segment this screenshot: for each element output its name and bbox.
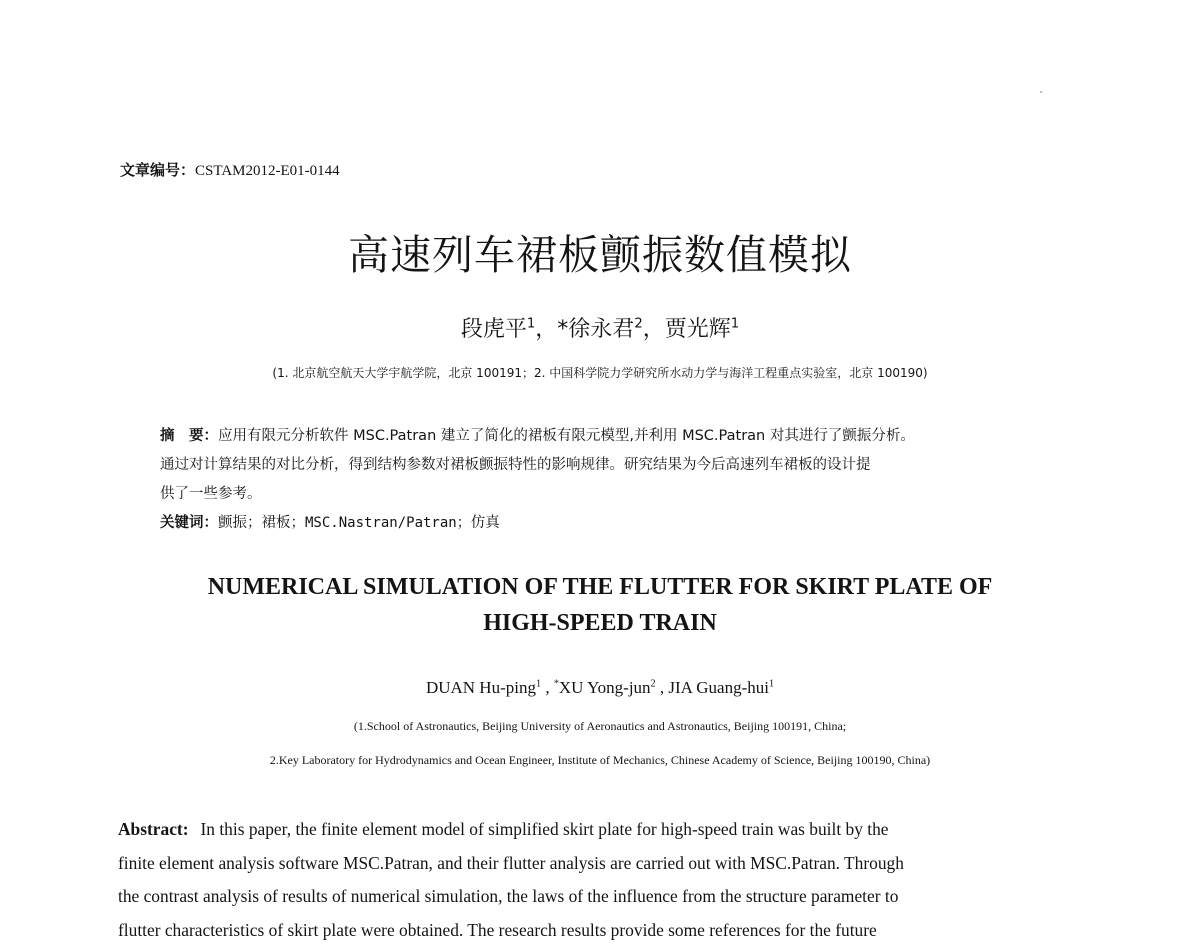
chinese-title: 高速列车裙板颤振数值模拟 (348, 231, 852, 279)
chinese-keywords-label: 关键词： (160, 515, 218, 531)
chinese-authors (0, 312, 1200, 343)
chinese-abstract-line (160, 422, 1060, 451)
english-affiliation-1: (1.School of Astronautics, Beijing University of Aeronautics and Astronautics, Beijing 100191, China; (353, 719, 847, 733)
scan-speck (1040, 91, 1042, 93)
english-abstract-line: flutter characteristics of skirt plate were obtained. The research results provide some references for the future (118, 919, 877, 940)
english-title-line-2: HIGH-SPEED TRAIN (483, 610, 717, 636)
chinese-abstract (160, 422, 1060, 509)
author-en-3: JIA Guang-hui (668, 678, 769, 697)
chinese-abstract-line: 供了一些参考。 (160, 486, 262, 502)
author-cn-2-affil: 2 (634, 316, 643, 332)
author-cn-3: 贾光辉 (664, 317, 731, 342)
english-abstract-line (118, 813, 1093, 847)
author-cn-2: *徐永君 (557, 317, 635, 342)
author-separator: ， (535, 317, 558, 342)
author-en-2: XU Yong-jun (558, 678, 651, 697)
chinese-keywords (160, 511, 500, 532)
author-en-1: DUAN Hu-ping (425, 678, 536, 697)
author-en-2-affil: 2 (650, 678, 656, 690)
author-separator: , (541, 678, 554, 697)
author-cn-1: 段虎平 (460, 317, 527, 342)
keyword: MSC.Nastran/Patran； (305, 515, 471, 531)
chinese-affiliations: (1. 北京航空航天大学宇航学院，北京 100191；2. 中国科学院力学研究所水动力学与海洋工程重点实验室，北京 100190) (272, 366, 928, 380)
english-affiliation-2: 2.Key Laboratory for Hydrodynamics and Ocean Engineer, Institute of Mechanics, Chinese Academy of Science, Beijing 100190, China) (269, 753, 931, 767)
corresponding-author-mark: * (553, 678, 559, 690)
author-cn-1-affil: 1 (526, 316, 536, 332)
author-separator: ， (642, 317, 665, 342)
chinese-abstract-text: 应用有限元分析软件 MSC.Patran 建立了简化的裙板有限元模型,并利用 MSC.Patran 对其进行了颤振分析。 (218, 428, 915, 444)
english-abstract-label: Abstract: (118, 819, 189, 839)
english-authors (0, 678, 1200, 698)
keyword: 仿真 (470, 515, 500, 531)
english-abstract-line: the contrast analysis of results of numerical simulation, the laws of the influence from the structure parameter to (118, 886, 899, 906)
chinese-abstract-line: 通过对计算结果的对比分析，得到结构参数对裙板颤振特性的影响规律。研究结果为今后高速列车裙板的设计提 (160, 457, 871, 473)
author-separator: , (655, 678, 669, 697)
article-number (120, 159, 340, 180)
author-en-3-affil: 1 (768, 678, 775, 690)
author-en-1-affil: 1 (535, 678, 542, 690)
english-title-line-1: NUMERICAL SIMULATION OF THE FLUTTER FOR SKIRT PLATE OF (207, 574, 993, 600)
chinese-abstract-label: 摘 要： (160, 428, 218, 444)
keyword: 颤振； (218, 515, 262, 531)
author-cn-3-affil: 1 (730, 316, 740, 332)
english-title (0, 569, 1200, 641)
keyword: 裙板； (261, 515, 305, 531)
english-abstract (118, 813, 1093, 947)
article-number-label: 文章编号： (120, 161, 196, 179)
english-abstract-line: finite element analysis software MSC.Patran, and their flutter analysis are carried out with MSC.Patran. Through (118, 852, 904, 873)
english-abstract-text: In this paper, the finite element model of simplified skirt plate for high-speed train was built by the (200, 819, 889, 839)
article-number-value: CSTAM2012-E01-0144 (195, 163, 340, 179)
